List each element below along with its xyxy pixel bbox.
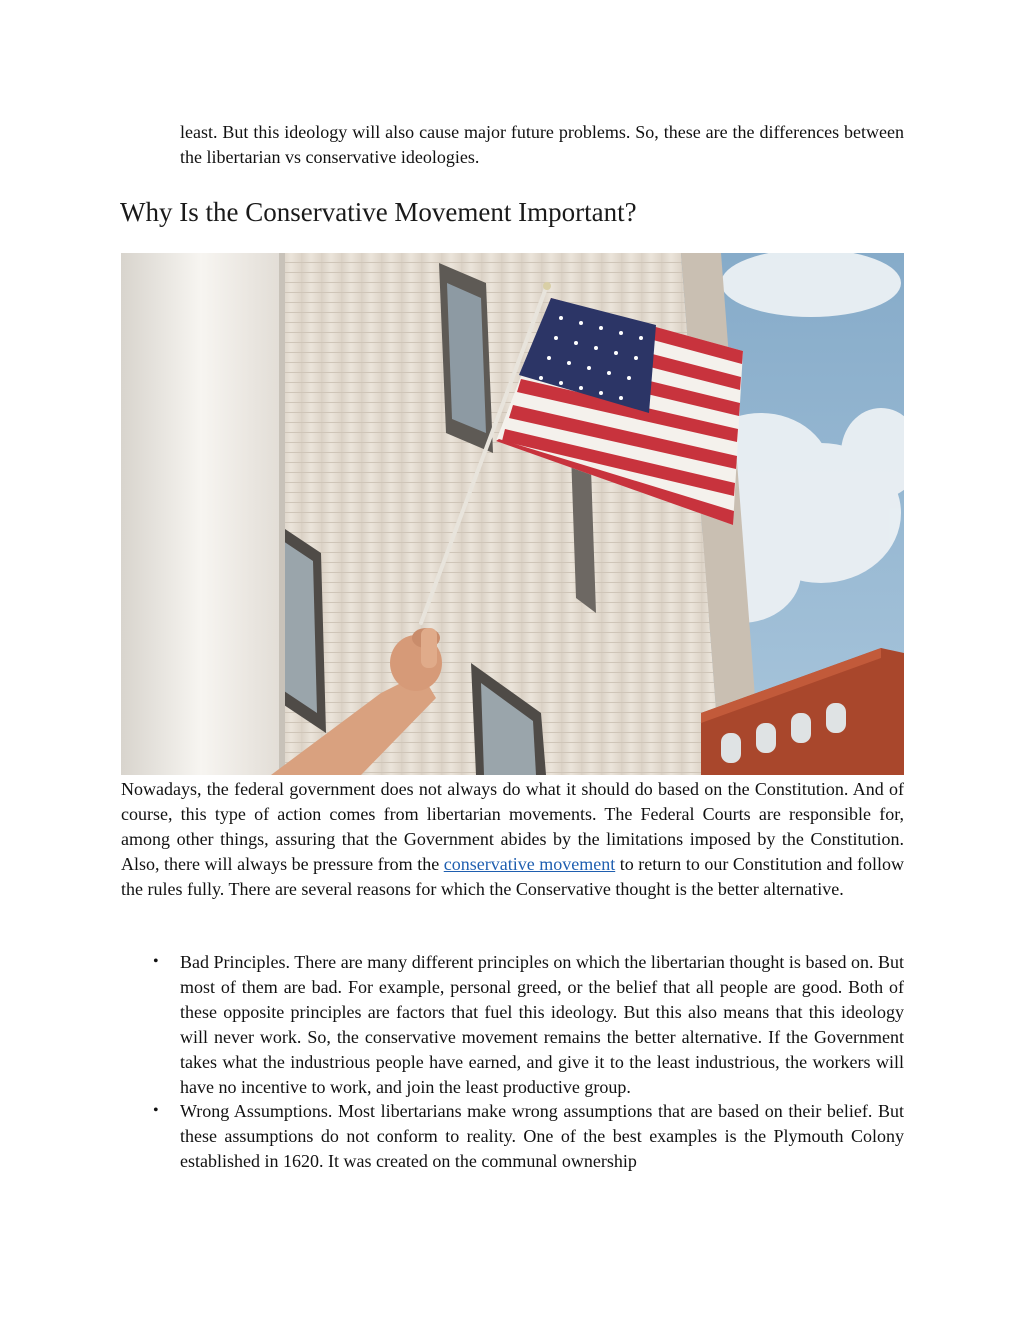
list-item (121, 950, 904, 1099)
column (121, 253, 281, 775)
list-item (121, 1099, 904, 1173)
body-text-before-link: Nowadays, the federal government does not always do what it should do based on the Constitution. And of course, this type of action comes from libertarian movements. The Federal Courts are responsible for, among other things, assuring that the Government abides by the limitations imposed by the Constitution. Also, there will always be pressure from the (121, 779, 904, 874)
bullet-text: Bad Principles. There are many different principles on which the libertarian thought is based on. But most of them are bad. For example, personal greed, or the belief that all people are good. Both of these opposite principles are factors that fuel this ideology. But this also means that this ideology will never work. So, the conservative movement remains the better alternative. If the Government takes what the industrious people have earned, and give it to the least industrious, the workers will have no incentive to work, and join the least productive group. (180, 952, 904, 1097)
bullet-list (121, 950, 904, 1173)
continuation-paragraph: least. But this ideology will also cause major future problems. So, these are the differences between the libertarian vs conservative ideologies. (180, 122, 904, 167)
bullet-marker: • (153, 1102, 159, 1120)
bullet-text: Wrong Assumptions. Most libertarians make wrong assumptions that are based on their belief. But these assumptions do not conform to reality. One of the best examples is the Plymouth Colony established in 1620. It was created on the communal ownership (180, 1101, 904, 1172)
body-text-after-link: to return to our Constitution and follow the rules fully. There are several reasons for which the Conservative thought is the better alternative. (121, 853, 904, 899)
conservative-movement-link[interactable]: conservative movement (443, 853, 616, 874)
body-paragraph (121, 777, 904, 902)
section-heading: Why Is the Conservative Movement Important? (120, 197, 637, 227)
flag-photo (121, 253, 904, 775)
bullet-marker: • (153, 953, 159, 970)
